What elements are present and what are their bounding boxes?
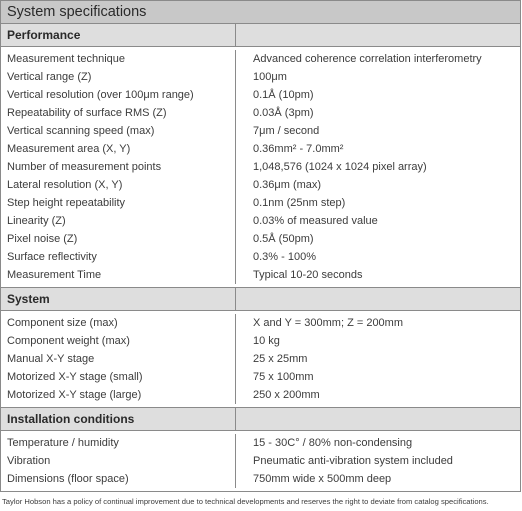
section-body-installation	[1, 431, 520, 491]
spec-label: Linearity (Z)	[7, 215, 66, 227]
spec-label: Surface reflectivity	[7, 251, 97, 263]
value-column	[236, 434, 453, 488]
spec-value: Typical 10-20 seconds	[253, 269, 363, 281]
spec-value: 0.03% of measured value	[253, 215, 378, 227]
spec-label: Manual X-Y stage	[7, 353, 95, 365]
spec-value: 7μm / second	[253, 125, 320, 137]
spec-label: Vertical range (Z)	[7, 71, 92, 83]
spec-value: 0.03Å (3pm)	[253, 107, 314, 119]
spec-value: 100μm	[253, 71, 287, 83]
spec-value: 10 kg	[253, 335, 280, 347]
spec-value: Advanced coherence correlation interferometry	[253, 53, 482, 65]
spec-value: 0.1nm (25nm step)	[253, 197, 346, 209]
spec-label: Measurement technique	[7, 53, 126, 65]
spec-label: Dimensions (floor space)	[7, 473, 129, 485]
spec-value: 15 - 30C° / 80% non-condensing	[253, 437, 413, 449]
value-column	[236, 314, 403, 404]
section-header-system	[1, 288, 520, 311]
section-body-system	[1, 311, 520, 408]
spec-label: Repeatability of surface RMS (Z)	[7, 107, 167, 119]
spec-value: 75 x 100mm	[253, 371, 314, 383]
table-title: System specifications	[1, 1, 520, 24]
spec-label: Component size (max)	[7, 317, 118, 329]
spec-label: Number of measurement points	[7, 161, 162, 173]
spec-value: 0.36mm² - 7.0mm²	[253, 143, 344, 155]
label-column	[1, 434, 236, 488]
label-column	[1, 314, 236, 404]
spec-label: Vertical scanning speed (max)	[7, 125, 155, 137]
spec-value: 1,048,576 (1024 x 1024 pixel array)	[253, 161, 427, 173]
spec-label: Lateral resolution (X, Y)	[7, 179, 123, 191]
spec-value: X and Y = 300mm; Z = 200mm	[253, 317, 404, 329]
section-body-performance	[1, 47, 520, 288]
spec-label: Motorized X-Y stage (large)	[7, 389, 142, 401]
footnote: Taylor Hobson has a policy of continual improvement due to technical developments and reserves the right to deviate from catalog specifications.	[2, 497, 489, 506]
value-column	[236, 50, 482, 284]
spec-label: Temperature / humidity	[7, 437, 119, 449]
section-heading: System	[1, 288, 236, 310]
spec-label: Component weight (max)	[7, 335, 130, 347]
spec-value: 250 x 200mm	[253, 389, 320, 401]
section-heading: Performance	[1, 24, 236, 46]
spec-label: Pixel noise (Z)	[7, 233, 78, 245]
spec-value: 750mm wide x 500mm deep	[253, 473, 392, 485]
section-heading: Installation conditions	[1, 408, 236, 430]
label-column	[1, 50, 236, 284]
spec-value: 0.5Å (50pm)	[253, 233, 314, 245]
spec-label: Measurement Time	[7, 269, 102, 281]
spec-value: 0.3% - 100%	[253, 251, 316, 263]
spec-value: 25 x 25mm	[253, 353, 308, 365]
spec-value: 0.1Å (10pm)	[253, 89, 314, 101]
spec-label: Vibration	[7, 455, 51, 467]
spec-value: 0.36μm (max)	[253, 179, 322, 191]
section-header-performance	[1, 24, 520, 47]
spec-label: Motorized X-Y stage (small)	[7, 371, 143, 383]
spec-label: Step height repeatability	[7, 197, 126, 209]
spec-value: Pneumatic anti-vibration system included	[253, 455, 453, 467]
spec-label: Vertical resolution (over 100μm range)	[7, 89, 194, 101]
section-header-installation	[1, 408, 520, 431]
spec-label: Measurement area (X, Y)	[7, 143, 131, 155]
